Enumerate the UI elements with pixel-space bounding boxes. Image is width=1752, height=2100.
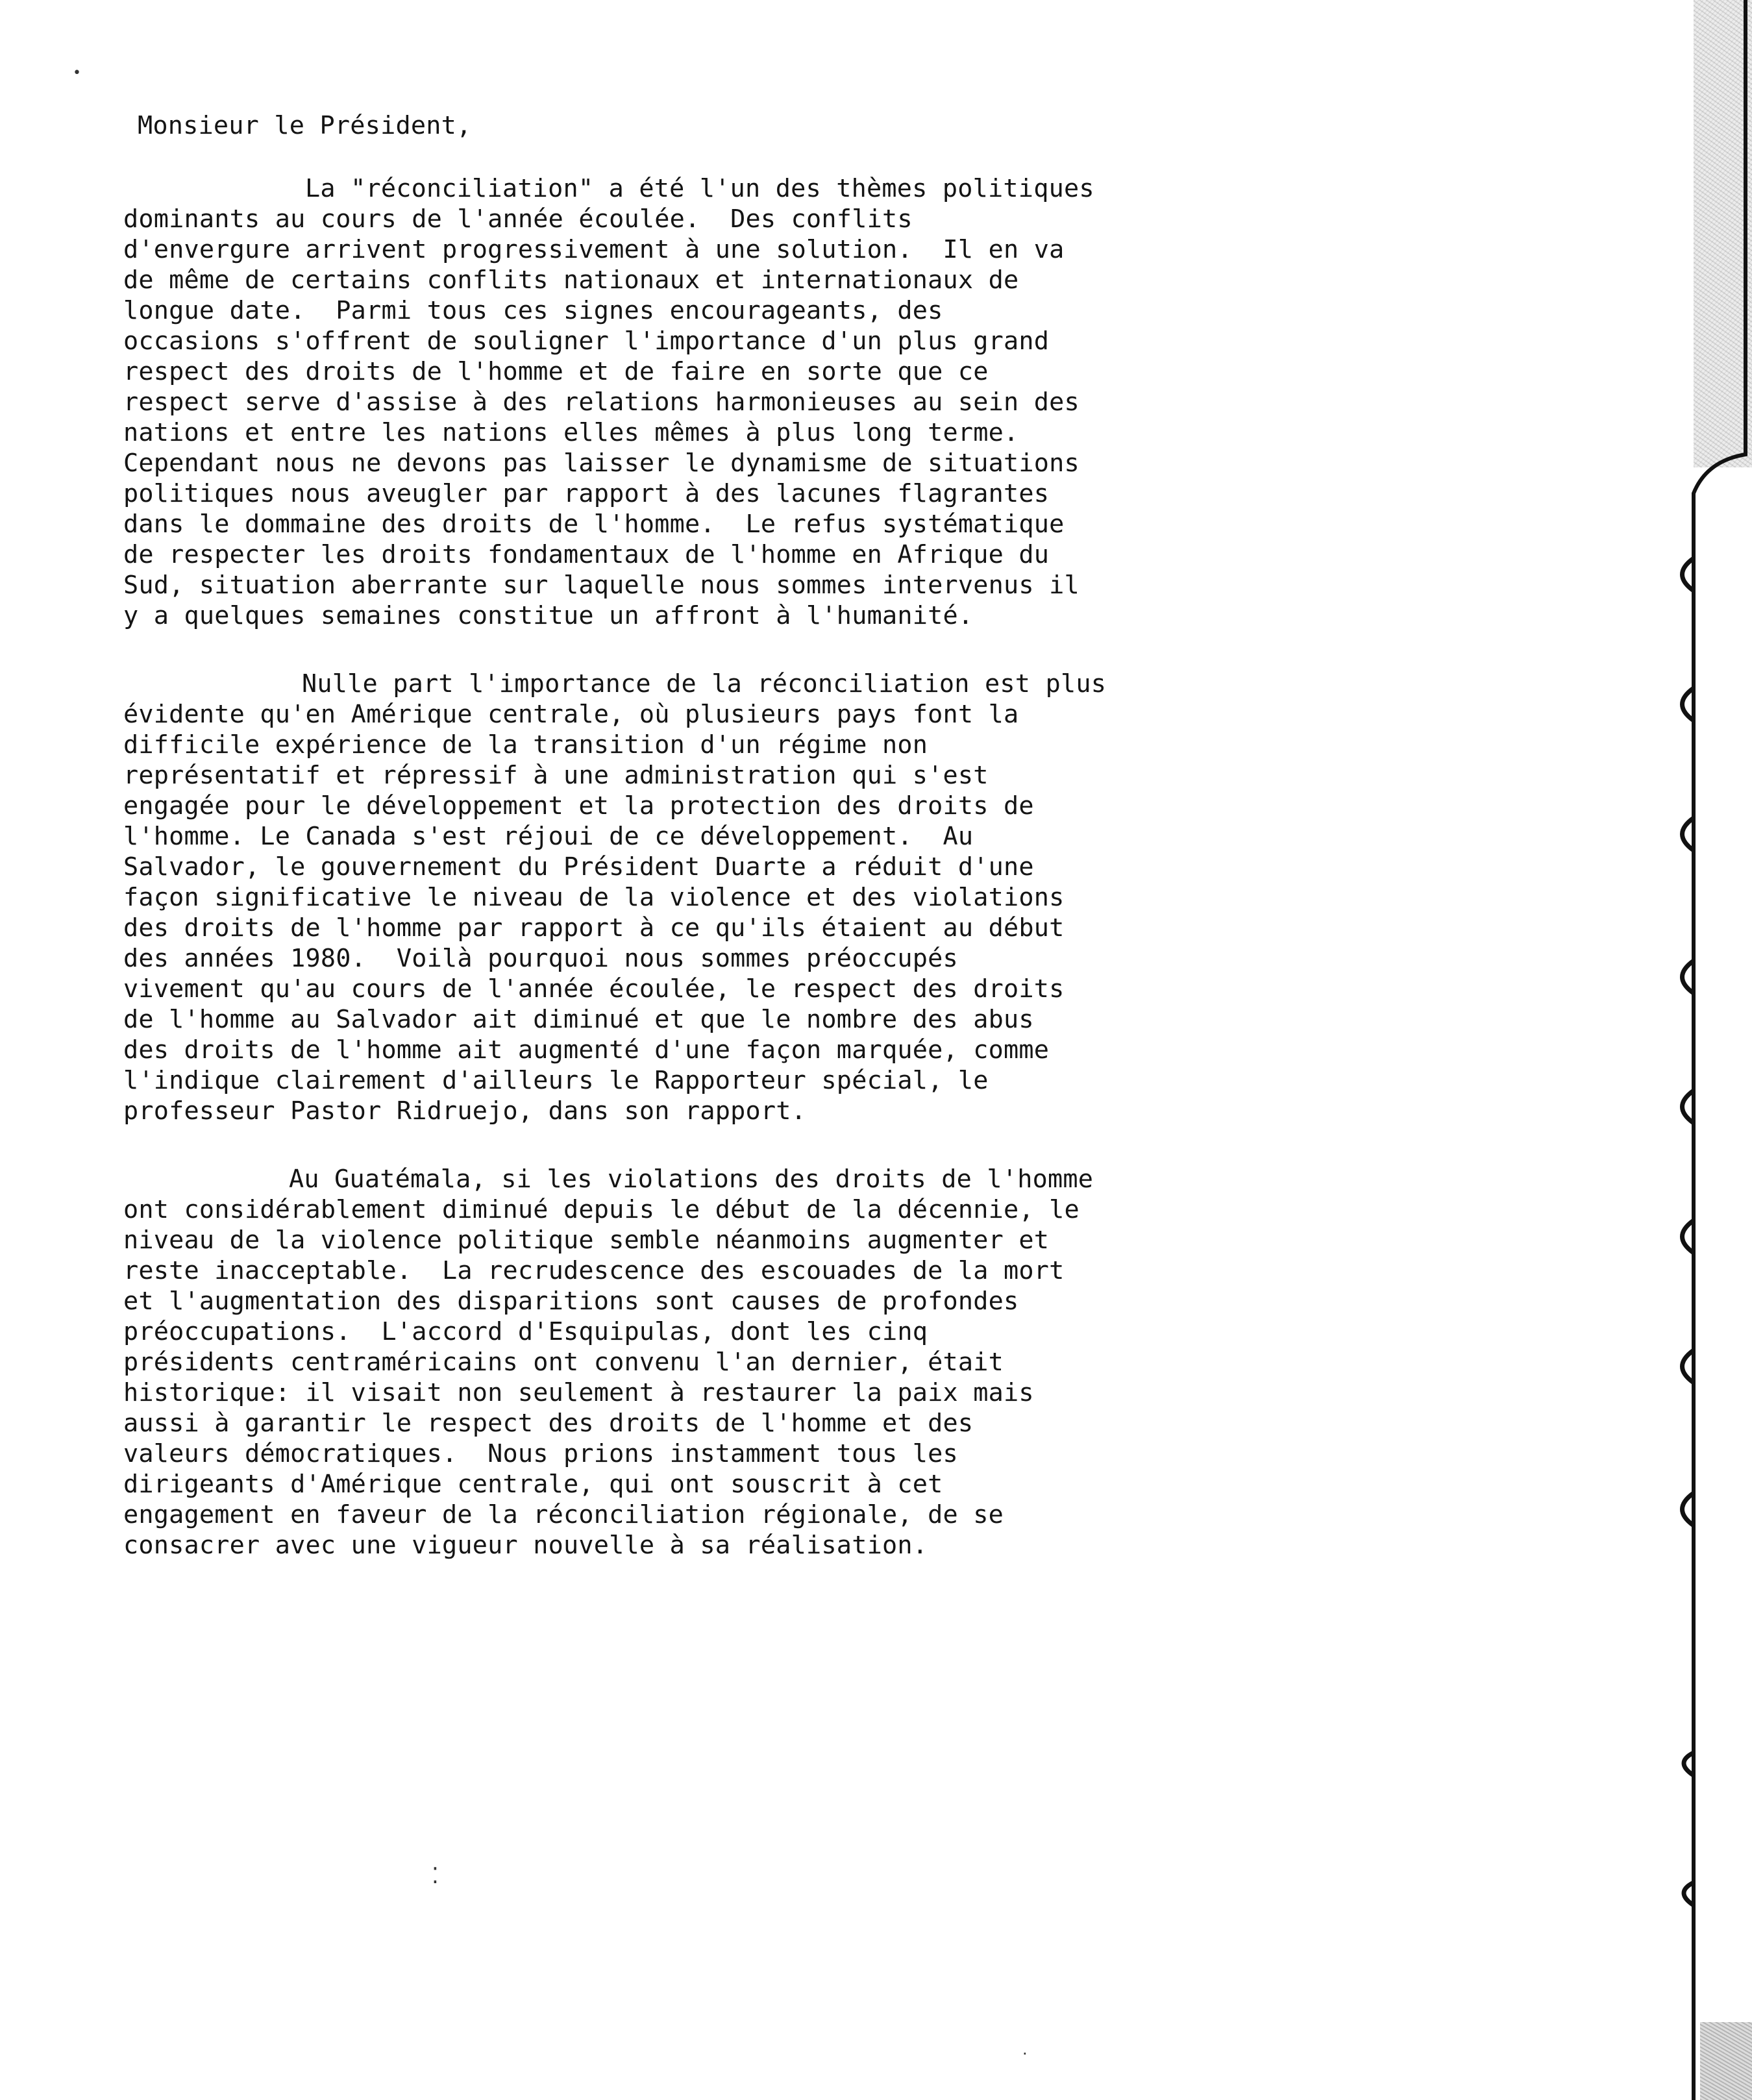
text-line: des droits de l'homme ait augmenté d'une façon marquée, comme [123,1035,1050,1065]
binder-shadow-bottom [1700,2022,1752,2100]
text-line: représentatif et répressif à une administration qui s'est [123,761,989,790]
text-line: respect serve d'assise à des relations harmonieuses au sein des [123,388,1080,417]
text-line: Cependant nous ne devons pas laisser le dynamisme de situations [123,449,1080,478]
text-line: dirigeants d'Amérique centrale, qui ont souscrit à cet [123,1470,943,1499]
text-line: vivement qu'au cours de l'année écoulée, le respect des droits [123,974,1065,1004]
scan-speck-mark: • [73,65,81,81]
text-line: d'envergure arrivent progressivement à une solution. Il en va [123,235,1065,264]
text-line: évidente qu'en Amérique centrale, où plusieurs pays font la [123,700,1019,729]
text-line: valeurs démocratiques. Nous prions instamment tous les [123,1439,958,1468]
binder-edge [1655,0,1752,2100]
text-line: préoccupations. L'accord d'Esquipulas, dont les cinq [123,1317,928,1346]
scan-speck-mark: · [1022,2045,1028,2063]
text-line: reste inacceptable. La recrudescence des escouades de la mort [123,1256,1065,1285]
binder-rings-icon [1655,0,1752,2100]
text-line: engagée pour le développement et la protection des droits de [123,791,1034,821]
text-line: y a quelques semaines constitue un affront à l'humanité. [123,601,974,630]
text-line: et l'augmentation des disparitions sont causes de profondes [123,1287,1019,1316]
text-line: l'homme. Le Canada s'est réjoui de ce développement. Au [123,822,974,851]
text-line: Salvador, le gouvernement du Président Duarte a réduit d'une [123,852,1034,882]
text-line: l'indique clairement d'ailleurs le Rapporteur spécial, le [123,1066,989,1095]
text-line: de respecter les droits fondamentaux de l'homme en Afrique du [123,540,1050,569]
text-line: occasions s'offrent de souligner l'importance d'un plus grand [123,327,1050,356]
text-line: Nulle part l'importance de la réconciliation est plus [302,669,1107,698]
text-line: aussi à garantir le respect des droits de l'homme et des [123,1409,974,1438]
text-line: dominants au cours de l'année écoulée. Des conflits [123,204,913,234]
text-line: Au Guatémala, si les violations des droits de l'homme [289,1165,1094,1194]
text-line: professeur Pastor Ridruejo, dans son rapport. [123,1096,807,1126]
text-line: dans le dommaine des droits de l'homme. Le refus systématique [123,510,1065,539]
text-line: présidents centraméricains ont convenu l'an dernier, était [123,1348,1004,1377]
text-line: des droits de l'homme par rapport à ce qu'ils étaient au début [123,913,1065,943]
text-line: de même de certains conflits nationaux et internationaux de [123,266,1019,295]
text-line: consacrer avec une vigueur nouvelle à sa réalisation. [123,1531,928,1560]
text-line: de l'homme au Salvador ait diminué et que le nombre des abus [123,1005,1034,1034]
letter-body [123,110,1344,1598]
text-line: engagement en faveur de la réconciliation régionale, de se [123,1500,1004,1529]
text-line: des années 1980. Voilà pourquoi nous sommes préoccupés [123,944,958,973]
text-line: longue date. Parmi tous ces signes encourageants, des [123,296,943,325]
text-line: façon significative le niveau de la violence et des violations [123,883,1065,912]
text-line: respect des droits de l'homme et de faire en sorte que ce [123,357,989,386]
paragraph-3 [123,1164,1344,1561]
scan-speck-mark: ⁚ [432,1863,439,1889]
text-line: historique: il visait non seulement à restaurer la paix mais [123,1378,1034,1407]
paragraph-2 [123,669,1344,1126]
text-line: difficile expérience de la transition d'un régime non [123,730,928,760]
salutation: Monsieur le Président, [138,111,472,140]
text-line: ont considérablement diminué depuis le début de la décennie, le [123,1195,1080,1224]
paragraph-1 [123,173,1344,631]
text-line: nations et entre les nations elles mêmes à plus long terme. [123,418,1019,447]
text-line: La "réconciliation" a été l'un des thèmes politiques [305,174,1094,203]
text-line: Sud, situation aberrante sur laquelle nous sommes intervenus il [123,571,1080,600]
text-line: niveau de la violence politique semble néanmoins augmenter et [123,1226,1050,1255]
text-line: politiques nous aveugler par rapport à des lacunes flagrantes [123,479,1050,508]
